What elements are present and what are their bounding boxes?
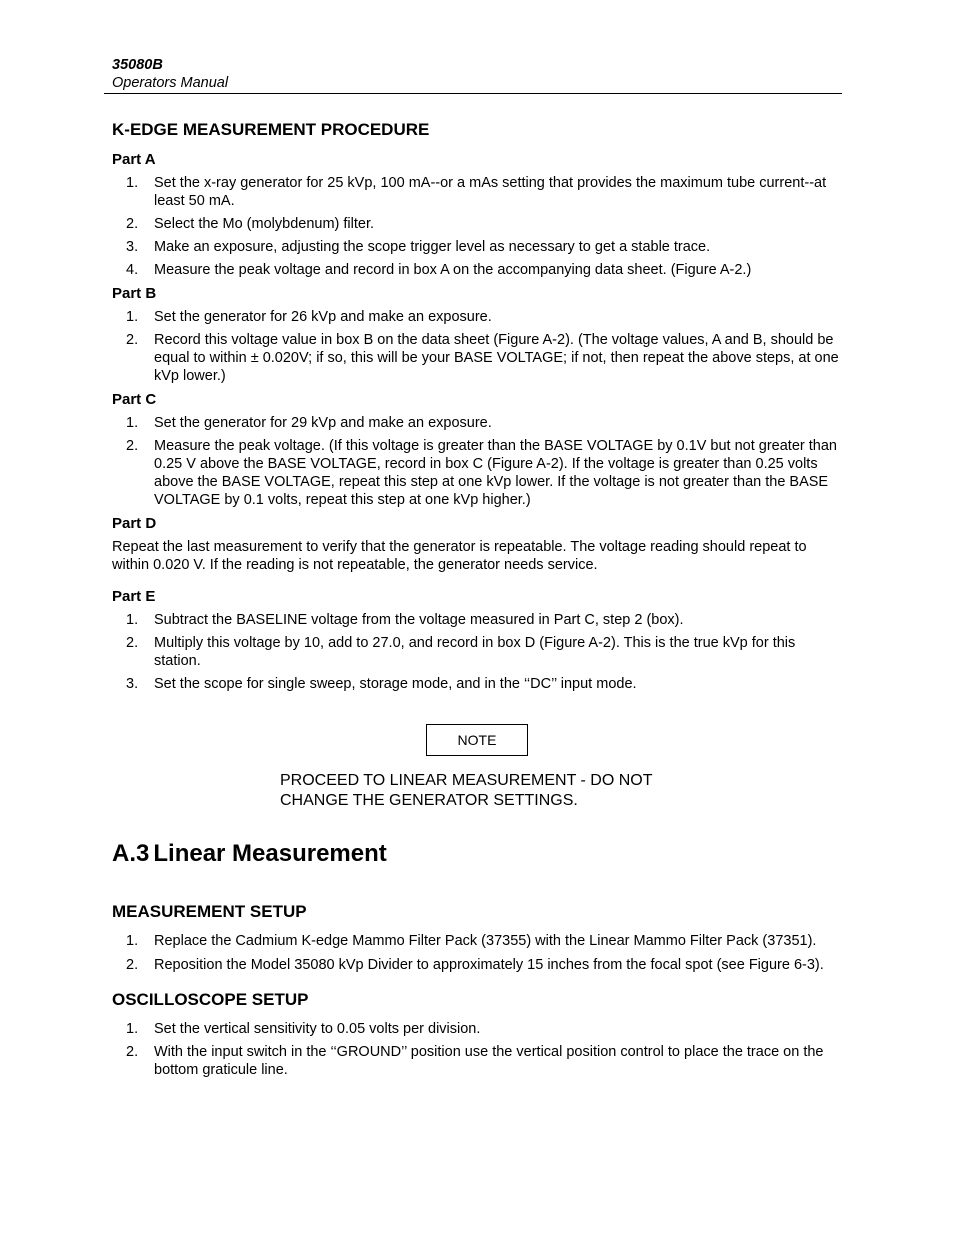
list-number: 2. [126,216,139,232]
list-text: Set the generator for 26 kVp and make an exposure. [154,309,492,325]
list-text: Replace the Cadmium K-edge Mammo Filter Pack (37355) with the Linear Mammo Filter Pack (37351). [154,933,817,949]
part-c-heading: Part C [112,391,157,408]
list-number: 2. [126,957,139,973]
list-number: 1. [126,1021,139,1037]
kedge-heading: K-EDGE MEASUREMENT PROCEDURE [112,120,430,139]
list-text: Select the Mo (molybdenum) filter. [154,216,375,232]
kedge-section [112,118,842,698]
header-model: 35080B [112,57,163,73]
list-item [112,414,842,432]
oscilloscope-setup-list [112,1020,842,1079]
list-number: 3. [126,676,139,692]
note-text: PROCEED TO LINEAR MEASUREMENT - DO NOT CHANGE THE GENERATOR SETTINGS. [280,772,653,809]
part-d-text: Repeat the last measurement to verify that the generator is repeatable. The voltage reading should repeat to within 0.020 V. If the reading is not repeatable, the generator needs service. [112,539,807,573]
list-number: 1. [126,175,139,191]
list-text: Measure the peak voltage and record in box A on the accompanying data sheet. (Figure A-2.) [154,262,752,278]
header-title: Operators Manual [112,75,229,91]
list-item [112,1043,842,1079]
list-text: Make an exposure, adjusting the scope trigger level as necessary to get a stable trace. [154,239,711,255]
list-item [112,174,842,210]
list-item [112,611,842,629]
list-number: 2. [126,1044,139,1060]
list-text: Set the scope for single sweep, storage mode, and in the ‘‘DC’’ input mode. [154,676,637,692]
page-header [112,56,842,92]
measurement-setup-heading: MEASUREMENT SETUP [112,902,307,921]
list-item [112,238,842,256]
part-b-heading: Part B [112,285,157,302]
list-number: 4. [126,262,139,278]
note-label: NOTE [426,724,528,756]
list-item [112,331,842,385]
list-number: 2. [126,438,139,454]
list-number: 1. [126,933,139,949]
list-item [112,261,842,279]
list-number: 2. [126,635,139,651]
list-text: Set the generator for 29 kVp and make an exposure. [154,415,492,431]
list-item [112,437,842,509]
list-text: Reposition the Model 35080 kVp Divider to approximately 15 inches from the focal spot (see Figure 6-3). [154,957,824,973]
oscilloscope-setup-heading: OSCILLOSCOPE SETUP [112,990,309,1009]
list-text: With the input switch in the ‘‘GROUND’’ position use the vertical position control to place the trace on the bottom graticule line. [154,1044,824,1078]
list-text: Multiply this voltage by 10, add to 27.0, and record in box D (Figure A-2). This is the true kVp for this station. [154,635,796,669]
list-number: 1. [126,415,139,431]
part-e-heading: Part E [112,588,156,605]
list-number: 1. [126,612,139,628]
list-item [112,215,842,233]
part-a-heading: Part A [112,151,156,168]
list-number: 2. [126,332,139,348]
list-text: Record this voltage value in box B on the data sheet (Figure A-2). (The voltage values, A and B, should be equal to within ± 0.020V; if so, this will be your BASE VOLTAGE; if not, then repeat the above steps, at one kVp lower.) [154,332,839,384]
list-item [112,932,842,950]
part-e-list [112,611,842,693]
list-item [112,308,842,326]
part-a-list [112,174,842,279]
list-item [112,1020,842,1038]
measurement-setup-list [112,932,842,974]
list-text: Set the vertical sensitivity to 0.05 volts per division. [154,1021,481,1037]
part-c-list [112,414,842,509]
part-b-list [112,308,842,385]
section-number: A.3 [112,840,150,867]
list-item [112,956,842,974]
section-name: Linear Measurement [153,840,387,867]
list-item [112,634,842,670]
header-rule [104,93,842,94]
list-text: Measure the peak voltage. (If this voltage is greater than the BASE VOLTAGE by 0.1V but not greater than 0.25 V above the BASE VOLTAGE, record in box C (Figure A-2). If the voltage is greater than 0.25 volts above the BASE VOLTAGE, repeat this step at one kVp lower. If the voltage is not greater than the BASE VOLTAGE by 0.1 volts, repeat this step at one kVp higher.) [154,438,837,508]
list-item [112,675,842,693]
list-number: 3. [126,239,139,255]
list-text: Subtract the BASELINE voltage from the voltage measured in Part C, step 2 (box). [154,612,684,628]
section-title [112,838,387,870]
list-number: 1. [126,309,139,325]
part-d-heading: Part D [112,515,157,532]
linear-section [112,900,842,1084]
list-text: Set the x-ray generator for 25 kVp, 100 mA--or a mAs setting that provides the maximum tube current--at least 50 mA. [154,175,827,209]
